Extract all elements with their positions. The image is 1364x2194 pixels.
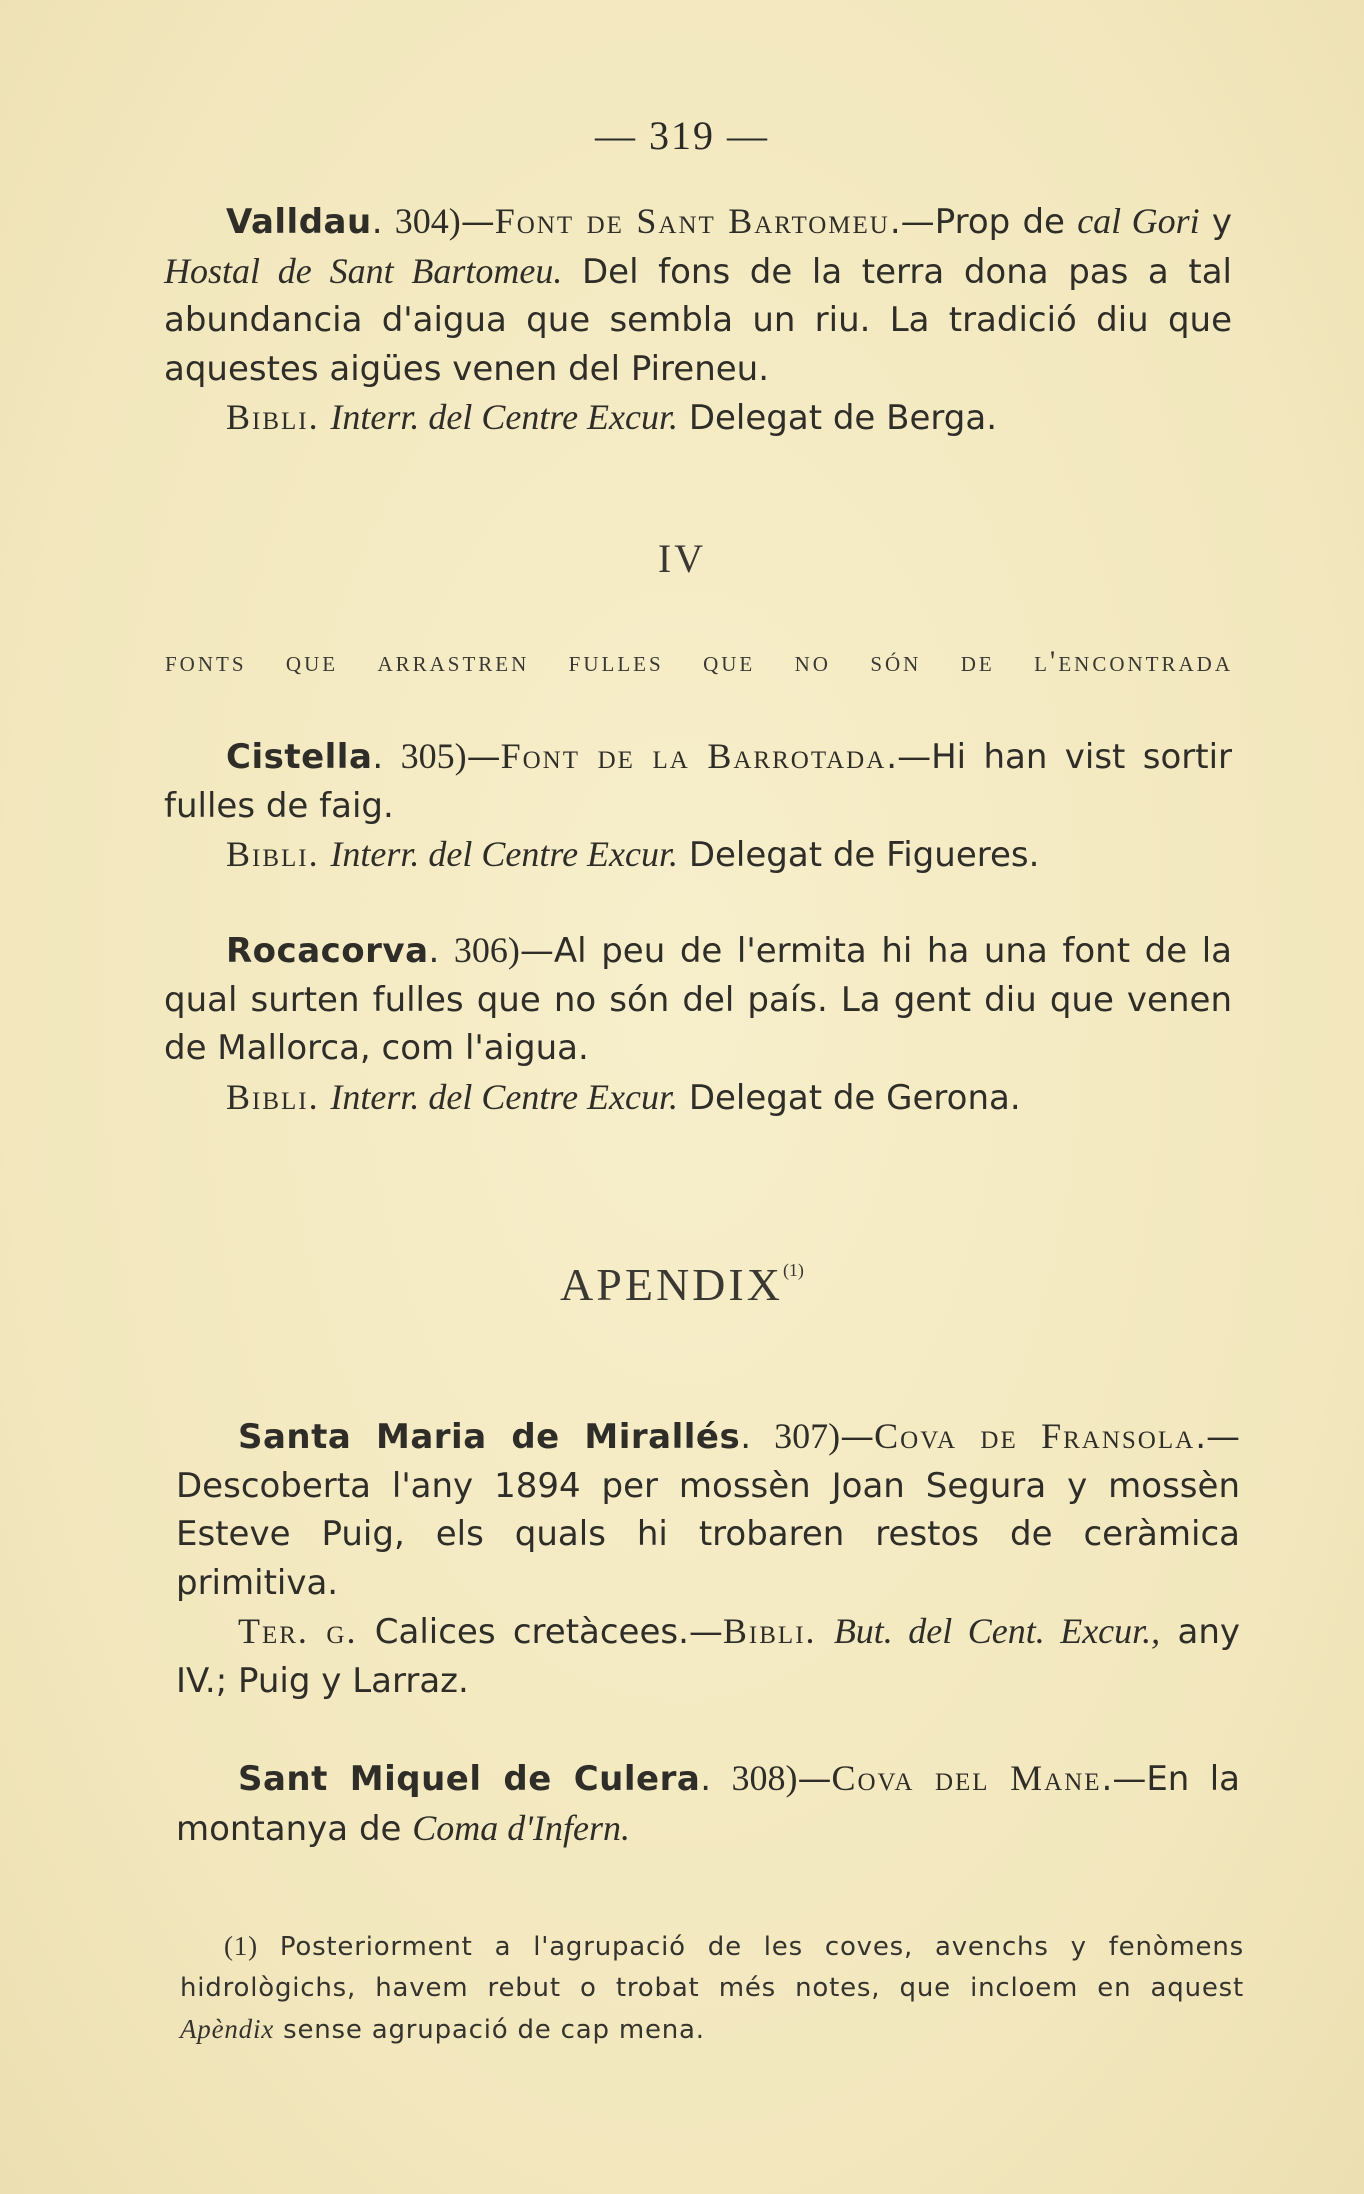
- entry-title: Cova de Fransola: [874, 1416, 1196, 1456]
- entry-306: Rocacorva. 306)—Al peu de l'ermita hi ha una font de la qual surten fulles que no són del país. La gent diu que venen de Mallorca, com l'aigua. Bibli. Interr. del Centre Excur. Delegat de Gerona.: [164, 930, 1232, 1118]
- entry-number: 308): [731, 1758, 798, 1798]
- entry-number: 306): [453, 930, 520, 970]
- entry-text: Del fons de la terra dona pas a tal abundancia d'aigua que sembla un riu. La tradició diu que aquestes aigües venen del Pireneu.: [164, 251, 1232, 389]
- ter-text: Calices cretàcees.: [374, 1612, 689, 1652]
- bibli-label: Bibli.: [226, 834, 320, 874]
- bibli-rest: Delegat de Gerona.: [688, 1077, 1021, 1118]
- bibli-source: Interr. del Centre Excur.: [330, 834, 679, 874]
- entry-place: Sant Miquel de Culera: [238, 1759, 701, 1799]
- section-title-text: fonts que arrastren fulles que no són de l'encontrada: [165, 645, 1233, 678]
- footnote-text: Posteriorment a l'agrupació de les coves, avenchs y fenòmens hidrològichs, havem rebut o trobat més notes, que incloem en aquest: [180, 1932, 1244, 2003]
- entry-text: Al peu de l'ermita hi ha una font de la qual surten fulles que no són del país. La gent diu que venen de Mallorca, com l'aigua.: [164, 931, 1232, 1068]
- footnote-mark: (1): [782, 1260, 804, 1280]
- bibli-label: Bibli.: [226, 397, 320, 437]
- section-number: IV: [657, 536, 707, 581]
- bibli-rest: Delegat de Berga.: [688, 398, 998, 438]
- ter-label: Ter. g.: [238, 1611, 358, 1651]
- entry-italic: Coma d'Infern.: [412, 1807, 630, 1848]
- bibli-label: Bibli.: [722, 1611, 817, 1651]
- entry-italic: cal Gori: [1077, 201, 1200, 241]
- entry-text: Hi han vist sortir fulles de faig.: [164, 737, 1233, 826]
- footnote-italic: Apèndix: [180, 2014, 275, 2044]
- appendix-title: APENDIX: [560, 1259, 783, 1310]
- bibli-source: Interr. del Centre Excur.: [330, 397, 679, 437]
- entry-place: Santa Maria de Mirallés: [238, 1417, 741, 1457]
- entry-place: Cistella: [226, 737, 373, 777]
- entry-text: Descoberta l'any 1894 per mossèn Joan Segura y mossèn Esteve Puig, els quals hi trobaren restos de ceràmica primitiva.: [176, 1465, 1240, 1603]
- entry-italic: Hostal de Sant Bartomeu.: [164, 250, 563, 291]
- entry-text: Prop de: [934, 202, 1065, 242]
- entry-number: 304): [394, 201, 461, 241]
- entry-place: Valldau: [226, 202, 372, 242]
- entry-307: Santa Maria de Mirallés. 307)—Cova de Fransola.—Descoberta l'any 1894 per mossèn Joan Segura y mossèn Esteve Puig, els quals hi trobaren restos de ceràmica primitiva. Ter. g. Calices cretàcees.—Bibli. But. del Cent. Excur., any IV.; Puig y Larraz.: [176, 1416, 1240, 1701]
- entry-title: Font de Sant Bartomeu: [494, 201, 890, 241]
- entry-304: Valldau. 304)—Font de Sant Bartomeu.—Prop de cal Gori y Hostal de Sant Bartomeu. Del fons de la terra dona pas a tal abundancia d'aigua que sembla un riu. La tradició diu que aquestes aigües venen del Pireneu. Bibli. Interr. del Centre Excur. Delegat de Berga.: [164, 201, 1233, 438]
- bibli-source: But. del Cent. Excur.,: [833, 1611, 1161, 1651]
- entry-number: 305): [400, 736, 467, 776]
- footnote: [180, 1926, 1244, 2051]
- bibli-rest: any IV.; Puig y Larraz.: [176, 1612, 1240, 1701]
- appendix-heading: [0, 1258, 1364, 1311]
- entry-place: Rocacorva: [226, 931, 429, 971]
- entry-text: y: [1211, 202, 1233, 242]
- entry-number: 307): [774, 1416, 841, 1456]
- section-title: [165, 645, 1233, 679]
- page-number: — 319 —: [595, 113, 769, 158]
- entry-text: En la montanya de: [176, 1759, 1241, 1849]
- bibli-rest: Delegat de Figueres.: [688, 835, 1040, 875]
- entry-305: Cistella. 305)—Font de la Barrotada.—Hi han vist sortir fulles de faig. Bibli. Interr. del Centre Excur. Delegat de Figueres.: [164, 736, 1233, 875]
- footnote-mark: (1): [224, 1931, 258, 1961]
- bibli-source: Interr. del Centre Excur.: [330, 1076, 679, 1117]
- bibli-label: Bibli.: [226, 1076, 320, 1117]
- footnote-text: sense agrupació de cap mena.: [283, 2015, 705, 2045]
- entry-title: Font de la Barrotada: [500, 736, 887, 776]
- entry-308: Sant Miquel de Culera. 308)—Cova del Mane.—En la montanya de Coma d'Infern.: [176, 1758, 1241, 1849]
- entry-title: Cova del Mane: [831, 1758, 1102, 1798]
